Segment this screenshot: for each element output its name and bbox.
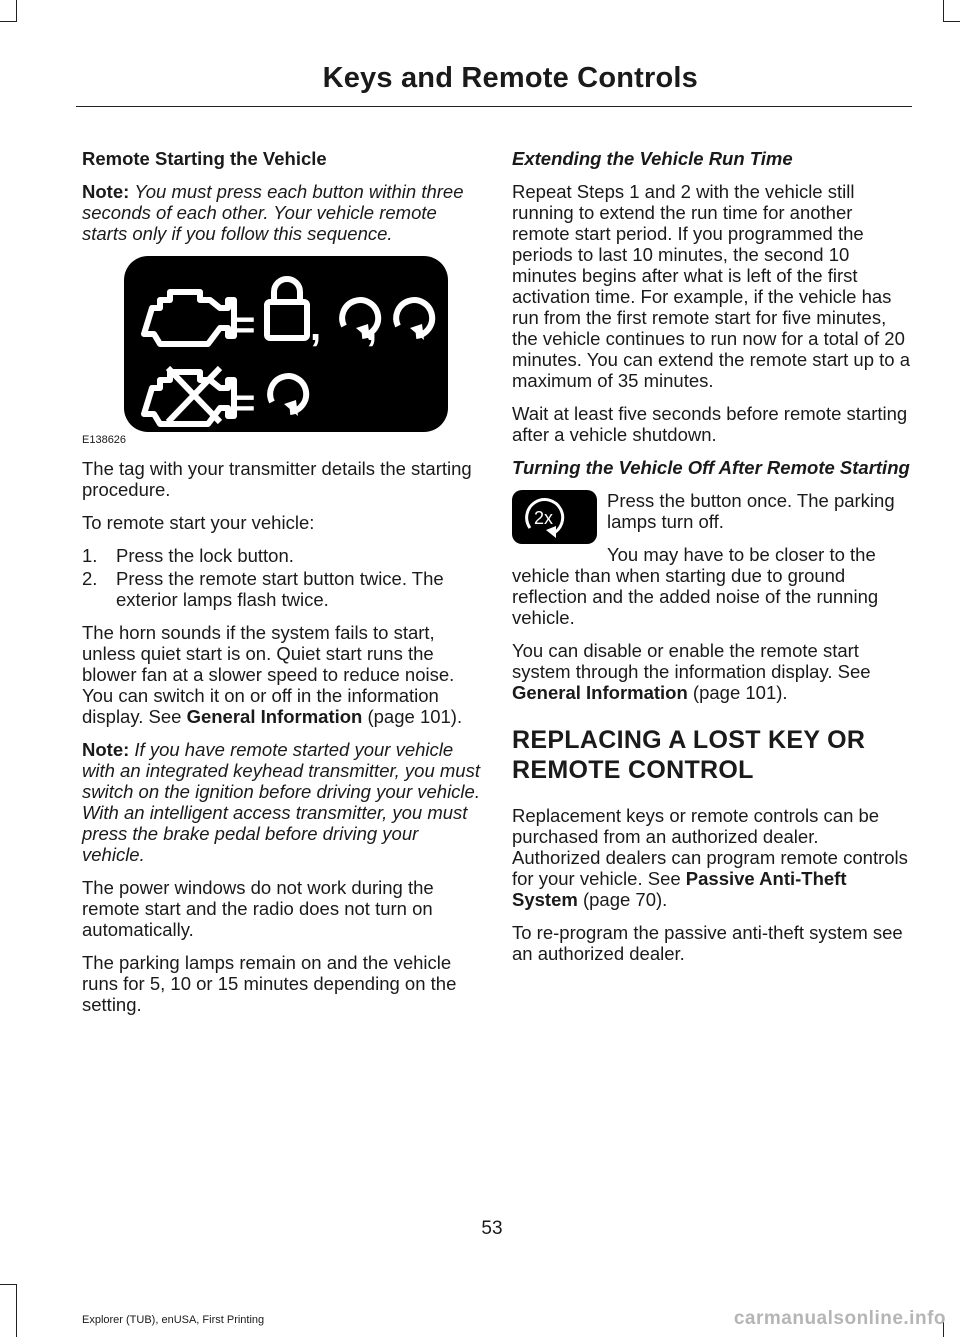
note-text: If you have remote started your vehicle with an integrated keyhead transmitter, you must switch on the ignition before driving your vehicle. With an intelligent access transmitter, you must press the brake pedal before driving your vehicle. bbox=[82, 739, 480, 865]
note-label: Note: bbox=[82, 181, 130, 202]
watermark: carmanualsonline.info bbox=[733, 1308, 946, 1329]
paragraph-text: The horn sounds if the system fails to start, unless quiet start is on. Quiet start runs the blower fan at a slower speed to reduce noise. You can switch it on or off in the information display. See bbox=[82, 622, 455, 727]
remote-start-button-figure bbox=[512, 490, 597, 544]
engine-icon bbox=[144, 292, 234, 344]
step-text: Press the remote start button twice. The exterior lamps flash twice. bbox=[116, 568, 444, 610]
cross-reference-link[interactable]: Passive Anti-Theft System bbox=[512, 868, 847, 910]
section-heading-replacing-key: REPLACING A LOST KEY OR REMOTE CONTROL bbox=[512, 726, 866, 784]
page-number: 53 bbox=[481, 1218, 503, 1239]
list-item bbox=[82, 545, 480, 566]
paragraph bbox=[512, 805, 910, 910]
figure-code: E138626 bbox=[82, 434, 127, 446]
header-divider bbox=[76, 106, 912, 107]
comma: , bbox=[310, 305, 322, 349]
equals-sign: = bbox=[232, 381, 256, 425]
paragraph: Wait at least five seconds before remote starting after a vehicle shutdown. bbox=[512, 403, 908, 445]
remote-start-sequence-illustration bbox=[124, 256, 448, 432]
paragraph: The parking lamps remain on and the vehicle runs for 5, 10 or 15 minutes depending on the setting. bbox=[82, 952, 457, 1015]
paragraph-text: You can disable or enable the remote start system through the information display. See bbox=[512, 640, 871, 682]
engine-off-icon bbox=[144, 368, 234, 424]
remote-start-figure bbox=[82, 256, 448, 446]
right-column bbox=[512, 148, 910, 976]
step-text: Press the lock button. bbox=[116, 545, 294, 566]
page-reference: (page 101). bbox=[362, 706, 463, 727]
paragraph: The tag with your transmitter details the starting procedure. bbox=[82, 458, 472, 500]
crop-mark bbox=[943, 21, 960, 22]
page-reference: (page 101). bbox=[687, 682, 788, 703]
cross-reference-link[interactable]: General Information bbox=[512, 682, 688, 703]
crop-mark bbox=[0, 21, 17, 22]
paragraph-text: Replacement keys or remote controls can be purchased from an authorized dealer. Authorized dealers can program remote controls for your vehicle. See bbox=[512, 805, 908, 889]
paragraph: Repeat Steps 1 and 2 with the vehicle still running to extend the run time for another remote start period. If you programmed the periods to last 10 minutes, the second 10 minutes begins after what is left of the first activation time. For example, if the vehicle has run from the first remote start for five minutes, the vehicle continues to run now for a total of 20 minutes. You can extend the remote start up to a maximum of 35 minutes. bbox=[512, 181, 911, 391]
paragraph: The power windows do not work during the remote start and the radio does not turn on automatically. bbox=[82, 877, 434, 940]
equals-sign: = bbox=[232, 303, 256, 347]
note-label: Note: bbox=[82, 739, 130, 760]
section-heading-remote-start: Remote Starting the Vehicle bbox=[82, 148, 327, 169]
cross-reference-link[interactable]: General Information bbox=[186, 706, 363, 727]
section-heading-turning-off: Turning the Vehicle Off After Remote Starting bbox=[512, 457, 910, 478]
figure-panel bbox=[124, 256, 448, 432]
button-label: 2x bbox=[534, 508, 554, 528]
paragraph: To re-program the passive anti-theft system see an authorized dealer. bbox=[512, 922, 903, 964]
lock-icon bbox=[267, 279, 307, 338]
left-column bbox=[82, 148, 480, 1027]
crop-mark bbox=[16, 0, 17, 22]
section-heading-extending: Extending the Vehicle Run Time bbox=[512, 148, 793, 169]
paragraph: To remote start your vehicle: bbox=[82, 512, 315, 533]
step-number: 2. bbox=[82, 568, 98, 589]
remote-start-2x-icon bbox=[512, 490, 597, 544]
page-title: Keys and Remote Controls bbox=[322, 62, 698, 94]
footer-text: Explorer (TUB), enUSA, First Printing bbox=[82, 1314, 265, 1326]
crop-mark bbox=[943, 0, 944, 22]
paragraph: You may have to be closer to the vehicle than when starting due to ground reflection and the added noise of the running vehicle. bbox=[512, 544, 879, 628]
paragraph: Press the button once. The parking lamps turn off. bbox=[607, 490, 895, 532]
paragraph bbox=[82, 622, 480, 727]
steps-list bbox=[82, 545, 480, 610]
note-text: You must press each button within three seconds of each other. Your vehicle remote starts only if you follow this sequence. bbox=[82, 181, 464, 244]
crop-mark bbox=[0, 1284, 17, 1285]
list-item bbox=[82, 568, 480, 610]
page-reference: (page 70). bbox=[577, 889, 668, 910]
note-paragraph bbox=[82, 739, 480, 865]
comma: , bbox=[366, 305, 378, 349]
note-paragraph bbox=[82, 181, 480, 244]
step-number: 1. bbox=[82, 545, 98, 566]
crop-mark bbox=[16, 1284, 17, 1337]
paragraph bbox=[512, 640, 910, 703]
